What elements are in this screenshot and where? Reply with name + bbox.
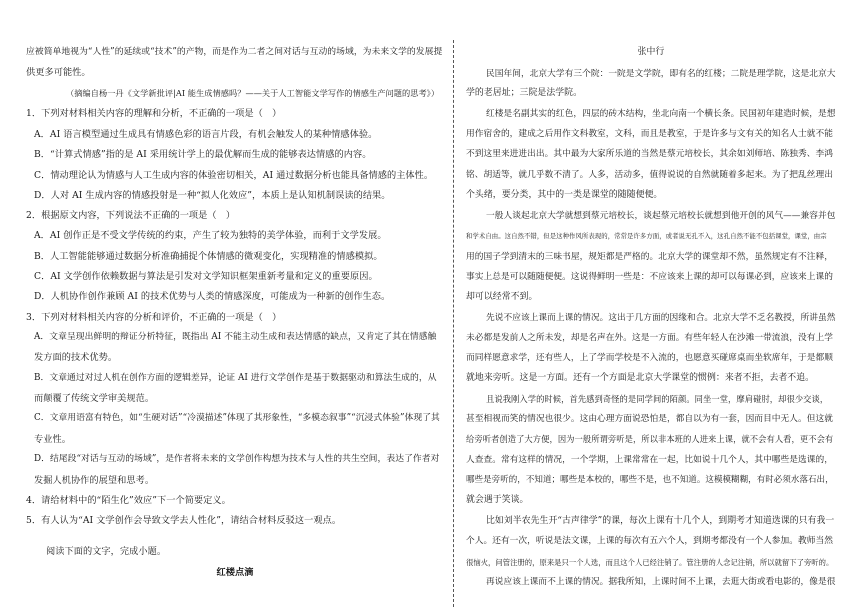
question-1-option-b: B．“计算式情感”指的是 AI 采用统计学上的最优解而生成的能够表达情感的内容。 [34, 149, 372, 160]
article-line: 事实上总是可以随随便便。这说得鲜明一些是：不应该来上课的却可以每课必到，应该来上课的 [466, 272, 833, 282]
article-line: 人查查。常有这样的情况，一个学期，上课常常在一起，比如说十几个人，其中哪些是选课的， [466, 455, 833, 465]
article-title: 红楼点滴 [216, 567, 254, 578]
article-line: 且说我刚入学的时候，首先感到奇怪的是同学间的陌颜。同坐一堂，摩肩碰肘，却很少交谈， [486, 394, 829, 404]
question-3-option-c: C．文章用语富有特色，如“生硬对话”“冷漠描述”体现了其形象性，“多模态叙事”“沉浸式体验”体现了其 [34, 413, 440, 423]
question-1-option-c: C．情动理论认为情感与人工生成内容的体验密切相关，AI 通过数据分析也能具备情感的主体性。 [34, 170, 434, 181]
article-line: 个头绪，要分类，其中的一类是课堂的随随便便。 [466, 190, 663, 200]
article-line: 先说不应该上课而上课的情况。这出于几方面的因缘和合。北京大学不乏名教授，所讲虽然 [486, 313, 836, 323]
question-2-option-d: D．人机协作创作兼顾 AI 的技术优势与人类的情感深度，可能成为一种新的创作生态。 [34, 291, 391, 302]
article-line: 就地来旁听。这是一方面。还有一个方面是北京大学课堂的惯例：来者不拒，去者不追。 [466, 373, 815, 383]
article-line: 未必都是发前人之所未发，却是名声在外。这是一方面。有些年轻人在沙滩一带流浪，没有上学 [466, 333, 833, 343]
question-1-option-d: D．人对 AI 生成内容的情感投射是一种“拟人化效应”，本质上是认知机制误读的结果。 [34, 190, 391, 201]
question-3-stem: 3．下列对材料相关内容的分析和评价，不正确的一项是（ ） [26, 312, 282, 323]
article-author: 张中行 [637, 47, 665, 57]
article-line: 给旁听者创造了大方便，因为一般所谓旁听是，所以非本班的人进来上课，就不会有人看，更不会有 [466, 434, 834, 444]
question-3-option-a: A．文章呈现出鲜明的辩证分析特征，既指出 AI 不能主动生成和表达情感的缺点，又肯定了其在情感触 [34, 332, 437, 342]
article-line: 用作宿舍的，建成之后用作文科教室，文科，而且是教室，于是许多与文有关的知名人士就不能 [466, 129, 833, 139]
question-2-option-c: C．AI 文学创作依赖数据与算法是引发对文学知识框架重新考量和定义的重要原因。 [34, 271, 378, 282]
article-line: 红楼是名副其实的红色，四层的砖木结构，坐北向南一个横长条。民国初年建造时候，是想 [486, 109, 836, 119]
article-line: 个人。还有一次，听说是法文课，上课的每次有五六个人，到期考都没有一个人参加。教师当然 [466, 536, 833, 546]
article-line: 一般人谈起北京大学就想到蔡元培校长，谈起蔡元培校长就想到他开创的风气——兼容并包 [486, 211, 836, 221]
intro-line-2: 供更多可能性。 [26, 67, 91, 78]
article-line: 和学术自由。这自然不错，但是这种作风所表现的，常常是许多方面，或者说无孔不入，这孔自然不能不包括课堂，课堂，由宗 [466, 232, 827, 240]
article-line: 哪些是旁听的，不知道；哪些是本校的，哪些不是，也不知道。这模模糊糊，有时必须水落石出， [466, 475, 834, 485]
question-2-stem: 2．根据原文内容，下列说法不正确的一项是（ ） [26, 210, 236, 221]
left-column [26, 0, 444, 607]
source-citation: （摘编自杨一丹《文学新批评|AI 能生成情感吗？——关于人工智能文学写作的情感生产问题的思考》） [66, 88, 440, 98]
question-2-option-b: B．人工智能能够通过数据分析准确捕捉个体情感的微观变化，实现精准的情感模拟。 [34, 251, 383, 262]
reading-instruction: 阅读下面的文字，完成小题。 [46, 546, 167, 557]
article-line: 就会遇于笑谈。 [466, 495, 529, 505]
question-3-option-d-cont: 发掘人机协作的展望和思考。 [34, 475, 155, 486]
intro-line-1: 应被简单地视为“人性”的延续或“技术”的产物，而是作为二者之间对话与互动的场域，为未来文学的发展提 [26, 47, 443, 57]
article-line: 用的国子学到清末的三味书屋，规矩都是严格的。北京大学的课堂却不然，虽然规定有不注释， [466, 252, 833, 262]
question-1-stem: 1．下列对材料相关内容的理解和分析，不正确的一项是（ ） [26, 108, 282, 119]
question-3-option-a-cont: 发方面的技术优势。 [34, 352, 118, 363]
article-line: 不到这里来进进出出。其中最为大家所乐道的当然是蔡元培校长，其余如刘师培、陈独秀、李鸿 [466, 149, 833, 159]
question-3-option-d: D．结尾段“对话与互动的场域”，是作者将未来的文学创作构想为技术与人性的共生空间，表达了作者对 [34, 454, 440, 464]
question-1-option-a: A．AI 语言模型通过生成具有情感色彩的语言片段，有机会触发人的某种情感体验。 [34, 129, 378, 140]
article-line: 却可以经常不到。 [466, 292, 538, 302]
article-line: 铭、胡适等，就几乎数不清了。人多，活动多，值得说说的自然就随着多起来。为了把乱丝理出 [466, 170, 833, 180]
question-3-option-b-cont: 而颠覆了传统文学审美规范。 [34, 393, 155, 404]
question-5: 5．有人认为“AI 文学创作会导致文学去人性化”，请结合材料反驳这一观点。 [26, 515, 342, 526]
article-line: 而同样愿意求学，还有些人，上了学而学校是不入流的，也愿意买碰席桌而坐软席年，于是都顺 [466, 353, 833, 363]
question-3-option-b: B．文章通过对过人机在创作方面的逻辑差异，论证 AI 进行文学创作是基于数据驱动和算法生成的，从 [34, 373, 437, 383]
question-3-option-c-cont: 专业性。 [34, 434, 71, 445]
article-line: 甚至相视而笑的情况也很少。这由心理方面说恐怕是，都自以为有一套，因而目中无人。但这就 [466, 414, 833, 424]
article-line: 比如刘半农先生开“古声律学”的课，每次上课有十几个人，到期考才知道选课的只有我一 [486, 516, 835, 526]
question-4: 4．请给材料中的“陌生化”效应”下一个简要定义。 [26, 495, 231, 506]
article-line: 学的老居址；三院是法学院。 [466, 88, 583, 98]
right-column [466, 0, 836, 607]
article-line: 民国年间，北京大学有三个院：一院是文学院，即有名的红楼；二院是理学院，这是北京大 [486, 69, 836, 79]
article-line: 很恼火，问管注册的，原来是只一个人选，而且这个人已经注销了。管注册的人念记注销，所以就留下了旁听的。 [466, 558, 834, 567]
column-divider [453, 40, 454, 607]
question-2-option-a: A．AI 创作正是不受文学传统的约束，产生了较为独特的美学体验，而利于文学发展。 [34, 230, 387, 241]
article-line: 再说应该上课而不上课的情况。据我所知，上课时间不上课，去逛大街或看电影的，像是很 [486, 577, 836, 587]
